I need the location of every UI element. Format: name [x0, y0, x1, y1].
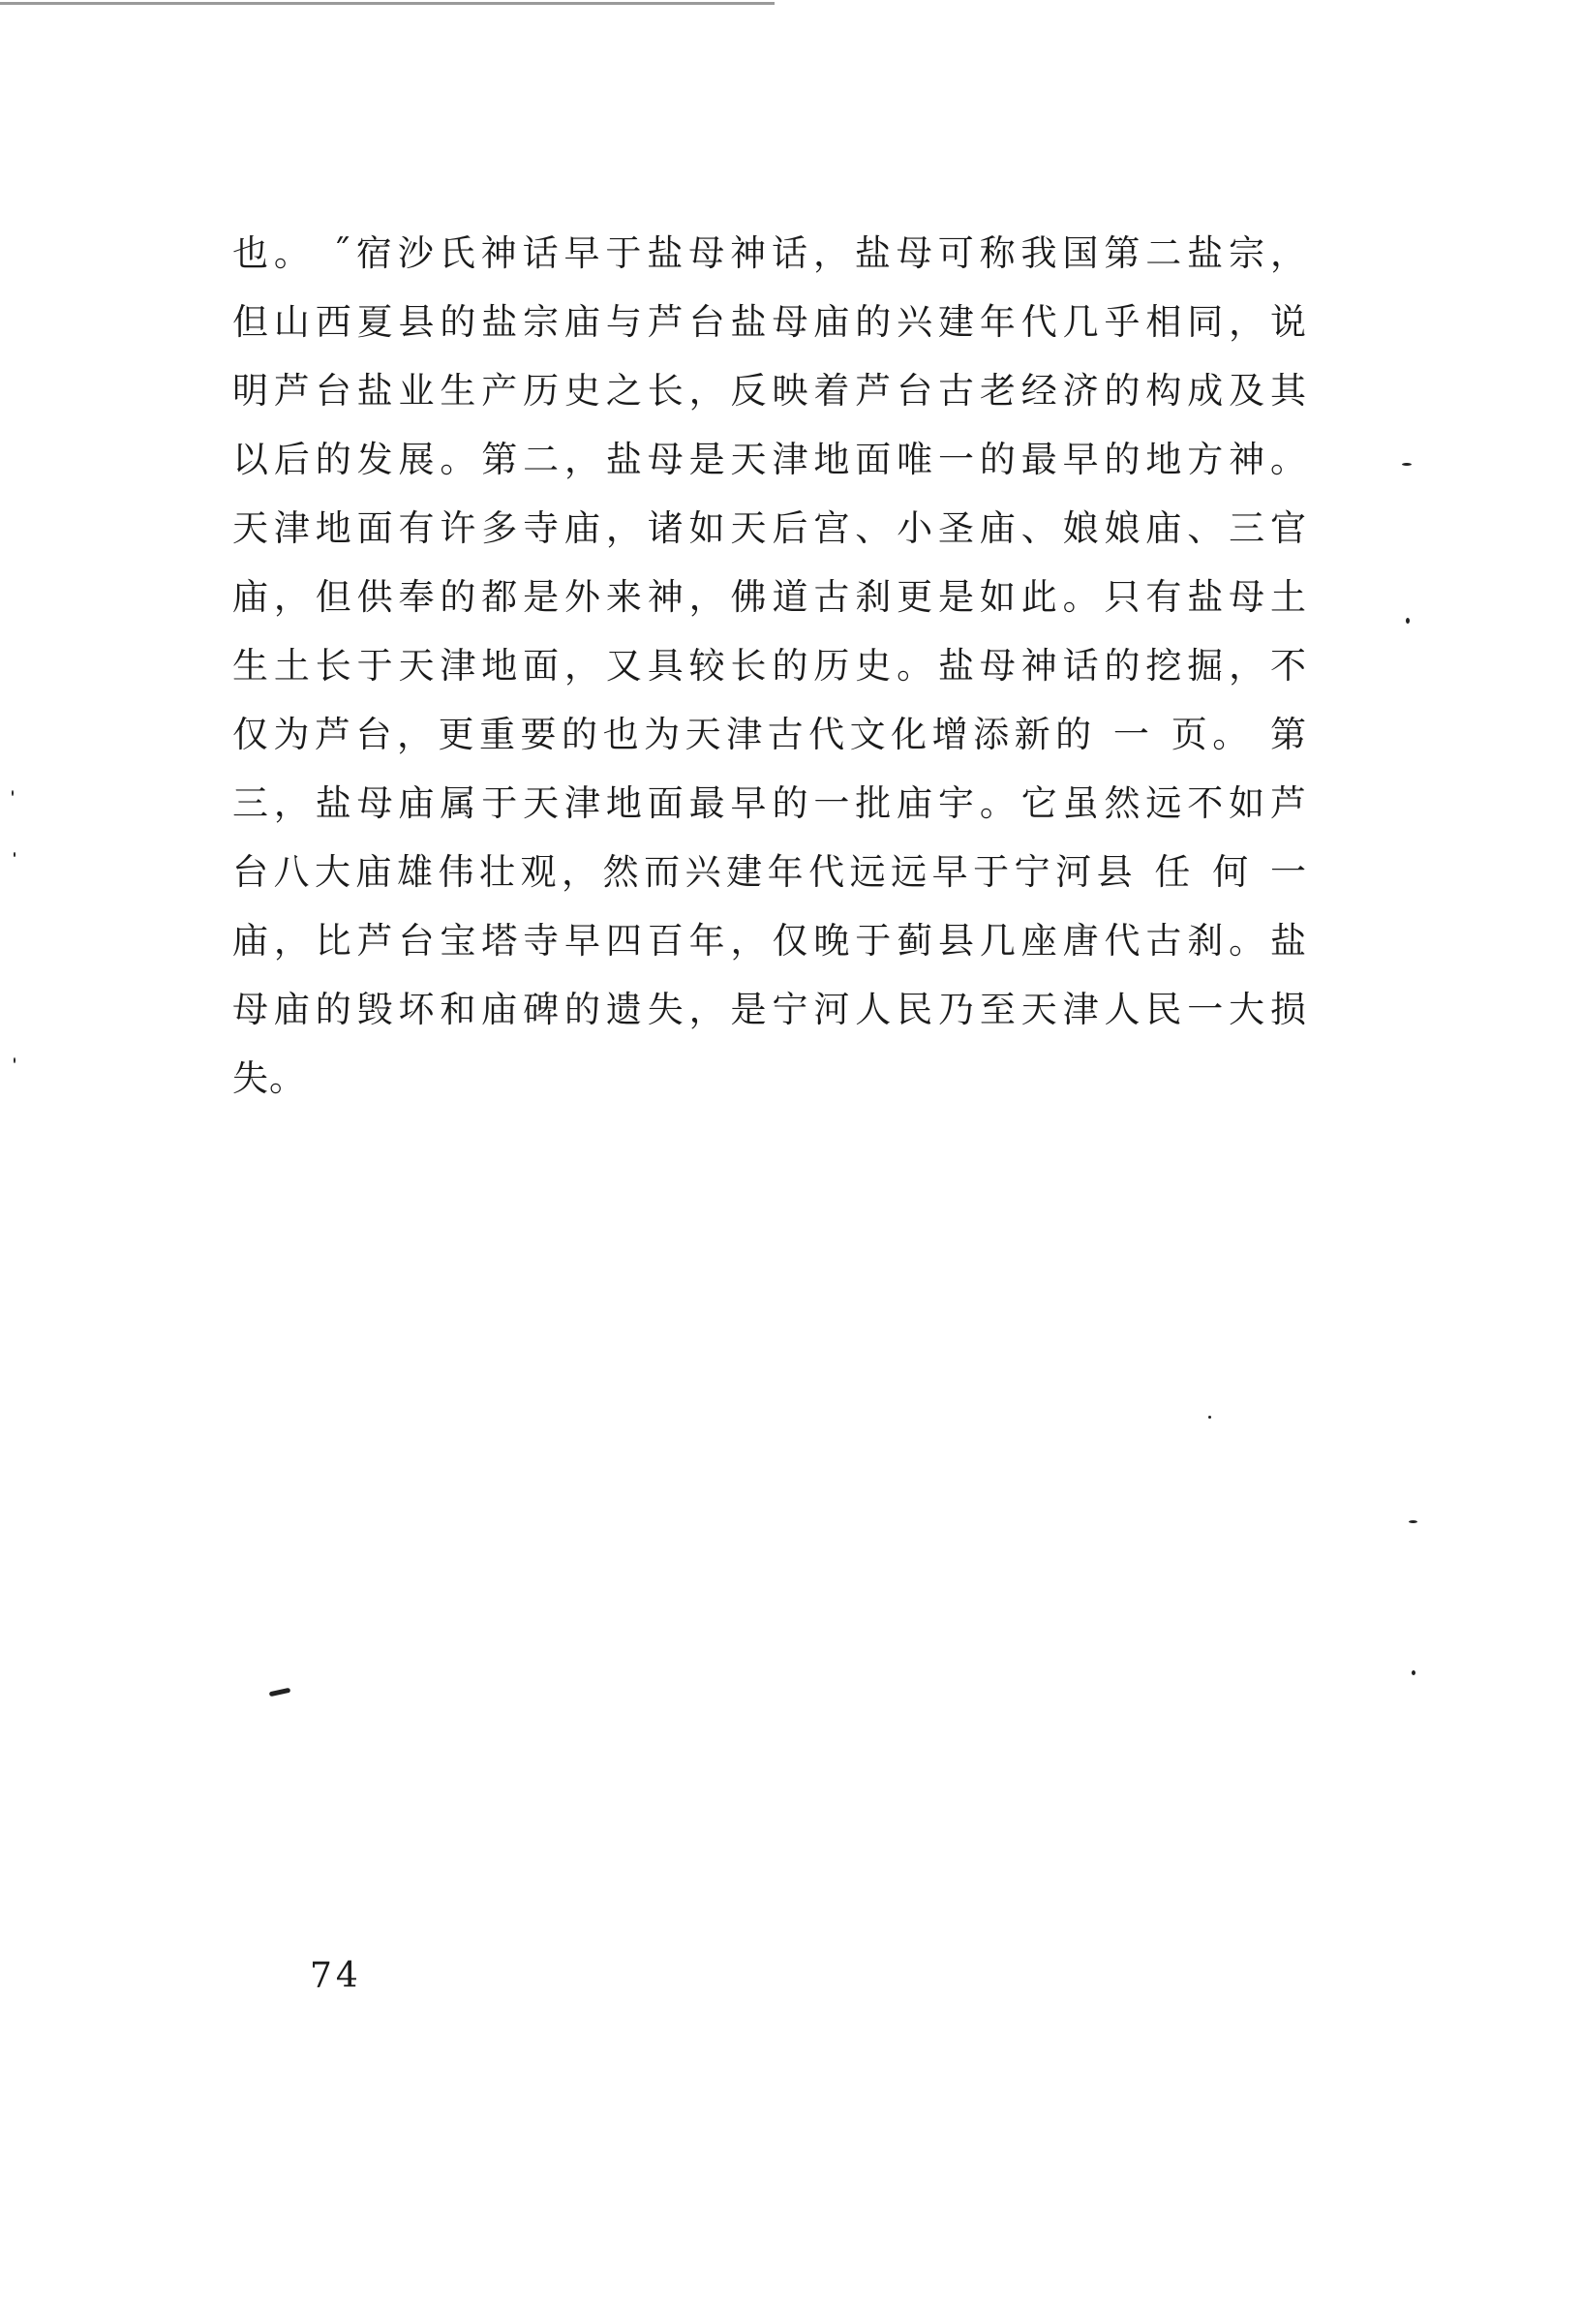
body-text	[232, 219, 1307, 1113]
scan-speck	[14, 852, 15, 857]
page-number: 74	[310, 1956, 362, 1996]
scan-speck	[1208, 1416, 1211, 1419]
text-line: 也。 ˝宿沙氏神话早于盐母神话，盐母可称我国第二盐宗，	[232, 232, 1307, 274]
scan-speck	[1402, 463, 1412, 466]
scan-speck	[1412, 1670, 1415, 1675]
text-line: 失。	[232, 1057, 306, 1099]
text-line: 仅为芦台，更重要的也为天津古代文化增添新的 一 页。 第	[232, 714, 1307, 755]
scan-speck	[1406, 618, 1410, 624]
scan-speck	[1409, 1520, 1417, 1523]
text-line: 母庙的毁坏和庙碑的遗失，是宁河人民乃至天津人民一大损	[232, 989, 1307, 1030]
text-line: 庙，但供奉的都是外来神，佛道古刹更是如此。只有盐母土	[232, 576, 1307, 618]
text-line: 生土长于天津地面，又具较长的历史。盐母神话的挖掘，不	[232, 645, 1307, 687]
text-line: 三，盐母庙属于天津地面最早的一批庙宇。它虽然远不如芦	[232, 782, 1307, 824]
top-border-rule	[0, 2, 775, 5]
text-line: 庙，比芦台宝塔寺早四百年，仅晚于蓟县几座唐代古刹。盐	[232, 920, 1307, 962]
text-line: 但山西夏县的盐宗庙与芦台盐母庙的兴建年代几乎相同，说	[232, 301, 1307, 343]
text-line: 台八大庙雄伟壮观，然而兴建年代远远早于宁河县 任 何 一	[232, 851, 1307, 893]
scan-speck	[269, 1688, 291, 1697]
text-line: 明芦台盐业生产历史之长，反映着芦台古老经济的构成及其	[232, 370, 1307, 412]
scan-speck	[14, 1057, 15, 1063]
text-line: 以后的发展。第二，盐母是天津地面唯一的最早的地方神。	[232, 439, 1307, 480]
text-line: 天津地面有许多寺庙，诸如天后宫、小圣庙、娘娘庙、三官	[232, 507, 1307, 549]
scan-speck	[12, 790, 14, 796]
